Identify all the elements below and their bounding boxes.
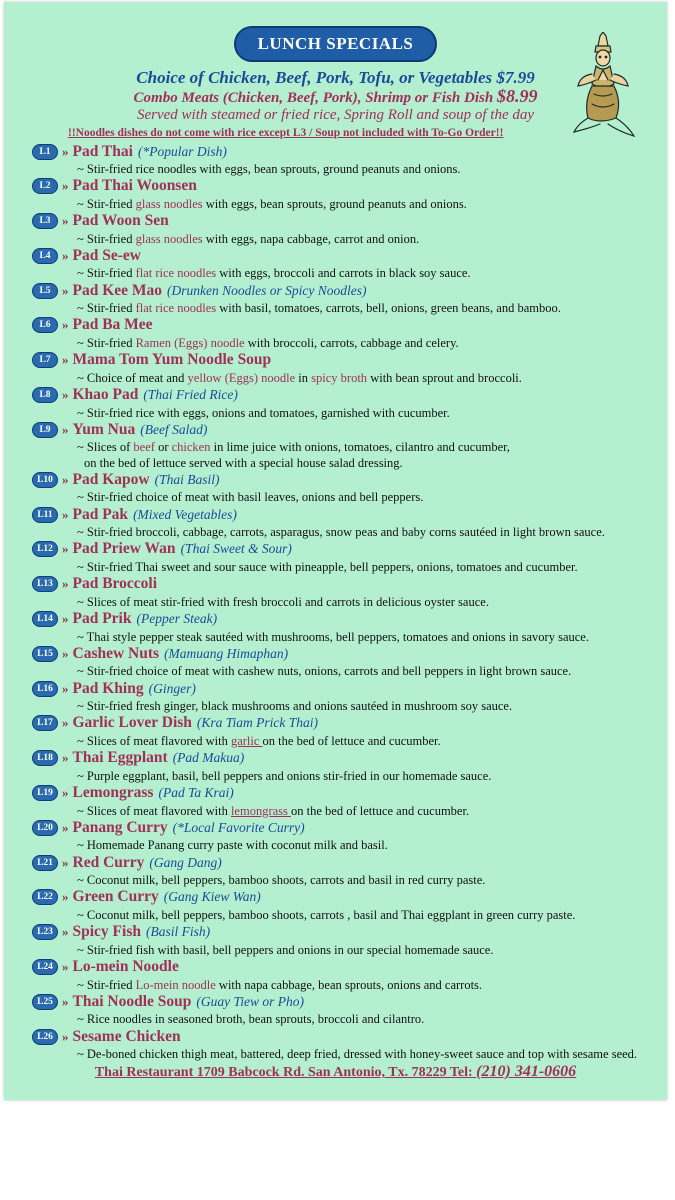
description-segment: ~ Stir-fried (77, 231, 136, 246)
item-name: Pad Woon Sen (72, 212, 169, 230)
item-name: Pad Prik (72, 610, 132, 628)
description-segment: ~ Homemade Panang curry paste with coconut milk and basil. (77, 838, 388, 853)
description-segment: ~ Purple eggplant, basil, bell peppers and onions stir-fried in our homemade sauce. (77, 768, 492, 783)
description-segment: chicken (171, 440, 211, 455)
menu-item (32, 610, 662, 645)
description-segment: ~ Stir-fried (77, 977, 136, 992)
item-code-badge: L21 (32, 855, 58, 871)
item-code-badge: L9 (32, 422, 58, 438)
description-segment: ~ Slices of meat flavored with (77, 733, 231, 748)
description-segment: ~ Stir-fried (77, 266, 136, 281)
menu-item (32, 540, 662, 575)
item-description (32, 301, 662, 316)
item-description (32, 908, 662, 923)
menu-item-title-row (32, 992, 662, 1011)
item-description (32, 734, 662, 749)
description-segment: ~ Stir-fried rice noodles with eggs, bean sprouts, ground peanuts and onions. (77, 162, 461, 176)
description-segment: ~ Stir-fried fish with basil, bell peppers and onions in our special homemade sauce. (77, 942, 494, 957)
item-description (32, 1012, 662, 1027)
item-code-badge: L3 (32, 213, 58, 229)
item-description (32, 560, 662, 575)
description-segment: Lo-mein noodle (135, 977, 216, 992)
item-description (32, 371, 662, 386)
menu-item (32, 818, 662, 853)
menu-item (32, 749, 662, 784)
description-segment: garlic (230, 733, 263, 748)
description-segment: ~ Slices of (77, 440, 134, 455)
menu-item (32, 281, 662, 316)
description-segment: ~ Rice noodles in seasoned broth, bean sprouts, broccoli and cilantro. (77, 1012, 425, 1027)
menu-items-list (32, 142, 662, 1062)
item-name: Spicy Fish (72, 923, 141, 941)
item-description (32, 978, 662, 993)
description-segment: ~ Choice of meat and (77, 370, 188, 385)
item-subtitle: (Mamuang Himaphan) (164, 645, 289, 661)
item-name: Pad Se-ew (72, 246, 141, 264)
menu-item-title-row (32, 420, 662, 439)
item-code-badge: L6 (32, 317, 58, 333)
menu-item (32, 420, 662, 470)
item-name: Green Curry (72, 888, 159, 906)
item-name: Pad Kee Mao (72, 281, 163, 299)
item-code-badge: L15 (32, 646, 58, 662)
double-chevron-icon: » (62, 611, 69, 627)
item-subtitle: (Pad Makua) (172, 750, 245, 766)
description-segment: with eggs, bean sprouts, ground peanuts and onions. (202, 196, 467, 211)
menu-item (32, 575, 662, 610)
item-name: Mama Tom Yum Noodle Soup (72, 351, 272, 369)
description-segment: in (295, 370, 312, 385)
item-name: Thai Noodle Soup (72, 992, 192, 1010)
menu-item-title-row (32, 958, 662, 977)
item-description (32, 197, 662, 212)
item-description (32, 406, 662, 421)
menu-item-title-row (32, 505, 662, 524)
menu-item (32, 644, 662, 679)
description-segment: with basil, tomatoes, carrots, bell, onions, green beans, and bamboo. (216, 301, 561, 316)
menu-item (32, 679, 662, 714)
item-code-badge: L7 (32, 352, 58, 368)
item-code-badge: L4 (32, 248, 58, 264)
item-subtitle: (Thai Basil) (154, 471, 220, 487)
item-subtitle: (Thai Sweet & Sour) (180, 541, 292, 557)
item-code-badge: L20 (32, 820, 58, 836)
description-segment: Ramen (Eggs) noodle (135, 335, 245, 350)
description-segment: with bean sprout and broccoli. (367, 370, 522, 385)
item-name: Thai Eggplant (72, 749, 168, 767)
description-segment: lemongrass (230, 803, 292, 818)
menu-item-title-row (32, 142, 662, 161)
noodle-warning: !!Noodles dishes do not come with rice except L3 / Soup not included with To-Go Order!! (68, 127, 504, 139)
double-chevron-icon: » (62, 785, 69, 801)
phone-number: (210) 341-0606 (476, 1063, 577, 1080)
double-chevron-icon: » (62, 959, 69, 975)
double-chevron-icon: » (62, 924, 69, 940)
double-chevron-icon: » (62, 889, 69, 905)
double-chevron-icon: » (62, 819, 69, 835)
double-chevron-icon: » (62, 387, 69, 403)
description-segment: flat rice noodles (135, 266, 217, 281)
menu-item (32, 992, 662, 1027)
item-description (32, 162, 662, 177)
item-code-badge: L13 (32, 576, 58, 592)
menu-item (32, 784, 662, 819)
menu-item-title-row (32, 784, 662, 803)
description-segment: yellow (Eggs) noodle (187, 370, 296, 385)
item-code-badge: L2 (32, 178, 58, 194)
item-subtitle: (Gang Kiew Wan) (163, 889, 261, 905)
double-chevron-icon: » (62, 576, 69, 592)
item-description (32, 873, 662, 888)
item-code-badge: L19 (32, 785, 58, 801)
item-subtitle: (Basil Fish) (145, 924, 211, 940)
item-name: Pad Thai Woonsen (72, 177, 197, 195)
item-subtitle: (*Local Favorite Curry) (172, 819, 305, 835)
item-description-continued: on the bed of lettuce served with a special house salad dressing. (84, 456, 403, 471)
menu-item (32, 386, 662, 421)
menu-item-title-row (32, 923, 662, 942)
item-name: Red Curry (72, 853, 145, 871)
menu-item (32, 714, 662, 749)
item-code-badge: L1 (32, 144, 58, 160)
item-code-badge: L14 (32, 611, 58, 627)
item-description (32, 525, 662, 540)
description-segment: on the bed of lettuce and cucumber. (262, 733, 441, 748)
description-segment: with broccoli, carrots, cabbage and celery. (244, 335, 459, 350)
item-description (32, 336, 662, 351)
menu-item-title-row (32, 212, 662, 231)
description-segment: ~ Stir-fried (77, 196, 136, 211)
item-name: Khao Pad (72, 386, 139, 404)
double-chevron-icon: » (62, 750, 69, 766)
menu-item (32, 888, 662, 923)
description-segment: flat rice noodles (135, 301, 217, 316)
item-subtitle: (Ginger) (148, 680, 196, 696)
item-name: Lemongrass (72, 784, 154, 802)
menu-item-title-row (32, 281, 662, 300)
item-name: Lo-mein Noodle (72, 958, 179, 976)
item-code-badge: L23 (32, 924, 58, 940)
description-segment: ~ Stir-fried (77, 335, 136, 350)
menu-item-title-row (32, 714, 662, 733)
item-name: Sesame Chicken (72, 1027, 181, 1045)
item-description (32, 1047, 662, 1062)
menu-page (4, 2, 667, 1100)
item-name: Yum Nua (72, 420, 136, 438)
item-subtitle: (Beef Salad) (140, 421, 208, 437)
item-subtitle: (Thai Fried Rice) (143, 387, 238, 403)
double-chevron-icon: » (62, 247, 69, 263)
menu-item (32, 1027, 662, 1062)
item-description (32, 769, 662, 784)
menu-header (4, 68, 667, 124)
description-segment: ~ Stir-fried choice of meat with cashew nuts, onions, carrots and bell peppers in light brown sauce. (77, 664, 572, 679)
description-segment: in lime juice with onions, tomatoes, cilantro and cucumber, (210, 440, 510, 455)
item-subtitle: (*Popular Dish) (137, 143, 227, 159)
description-segment: on the bed of lettuce and cucumber. (291, 803, 470, 818)
description-segment: ~ De-boned chicken thigh meat, battered, deep fried, dressed with honey-sweet sauce and top with sesame seed. (77, 1047, 638, 1062)
menu-item-title-row (32, 1027, 662, 1046)
double-chevron-icon: » (62, 178, 69, 194)
menu-item-title-row (32, 749, 662, 768)
item-subtitle: (Mixed Vegetables) (133, 506, 237, 522)
item-name: Pad Khing (72, 679, 144, 697)
description-segment: with eggs, broccoli and carrots in black soy sauce. (216, 266, 471, 281)
menu-item (32, 177, 662, 212)
item-subtitle: (Kra Tiam Prick Thai) (196, 715, 319, 731)
menu-item (32, 923, 662, 958)
item-name: Pad Priew Wan (72, 540, 176, 558)
item-code-badge: L5 (32, 283, 58, 299)
menu-item-title-row (32, 470, 662, 489)
double-chevron-icon: » (62, 471, 69, 487)
description-segment: ~ Coconut milk, bell peppers, bamboo shoots, carrots , basil and Thai eggplant in green curry paste. (77, 907, 576, 922)
menu-item (32, 853, 662, 888)
double-chevron-icon: » (62, 506, 69, 522)
menu-item-title-row (32, 540, 662, 559)
menu-item (32, 212, 662, 247)
item-description (32, 838, 662, 853)
description-segment: ~ Thai style pepper steak sautéed with mushrooms, bell peppers, tomatoes and onions in savory sauce. (77, 629, 589, 644)
item-description (32, 595, 662, 610)
item-code-badge: L8 (32, 387, 58, 403)
item-description (32, 699, 662, 714)
double-chevron-icon: » (62, 143, 69, 159)
item-subtitle: (Gang Dang) (149, 854, 222, 870)
header-line-3: Served with steamed or fried rice, Spring Roll and soup of the day (136, 107, 535, 123)
description-segment: ~ Coconut milk, bell peppers, bamboo shoots, carrots and basil in red curry paste. (77, 873, 486, 888)
menu-item (32, 958, 662, 993)
item-code-badge: L11 (32, 507, 58, 523)
item-name: Panang Curry (72, 818, 168, 836)
double-chevron-icon: » (62, 421, 69, 437)
item-code-badge: L17 (32, 715, 58, 731)
menu-item (32, 246, 662, 281)
menu-item-title-row (32, 351, 662, 370)
double-chevron-icon: » (62, 993, 69, 1009)
description-segment: ~ Stir-fried choice of meat with basil leaves, onions and bell peppers. (77, 490, 424, 505)
description-segment: ~ Stir-fried Thai sweet and sour sauce with pineapple, bell peppers, onions, tomatoes and cucumber. (77, 559, 578, 574)
description-segment: beef (133, 440, 155, 455)
item-name: Cashew Nuts (72, 644, 160, 662)
item-code-badge: L18 (32, 750, 58, 766)
item-name: Pad Ba Mee (72, 316, 153, 334)
item-subtitle: (Pad Ta Krai) (158, 785, 234, 801)
double-chevron-icon: » (62, 541, 69, 557)
item-code-badge: L25 (32, 994, 58, 1010)
description-segment: ~ Stir-fried rice with eggs, onions and tomatoes, garnished with cucumber. (77, 405, 450, 420)
item-code-badge: L16 (32, 681, 58, 697)
menu-item-title-row (32, 644, 662, 663)
menu-item-title-row (32, 316, 662, 335)
item-code-badge: L24 (32, 959, 58, 975)
menu-item (32, 505, 662, 540)
item-description (32, 232, 662, 247)
description-segment: with napa cabbage, bean sprouts, onions and carrots. (215, 977, 483, 992)
menu-item-title-row (32, 575, 662, 594)
description-segment: glass noodles (135, 196, 203, 211)
double-chevron-icon: » (62, 680, 69, 696)
menu-item-title-row (32, 853, 662, 872)
description-segment: with eggs, napa cabbage, carrot and onion. (202, 231, 420, 246)
description-segment: ~ Slices of meat stir-fried with fresh broccoli and carrots in delicious oyster sauce. (77, 594, 489, 609)
menu-item-title-row (32, 246, 662, 265)
lunch-specials-banner: LUNCH SPECIALS (234, 26, 438, 62)
item-name: Pad Kapow (72, 470, 150, 488)
menu-item (32, 351, 662, 386)
item-description (32, 440, 662, 455)
item-code-badge: L12 (32, 541, 58, 557)
header-line-1: Choice of Chicken, Beef, Pork, Tofu, or Vegetables $7.99 (136, 68, 535, 87)
item-name: Pad Broccoli (72, 575, 158, 593)
double-chevron-icon: » (62, 1028, 69, 1044)
menu-item (32, 316, 662, 351)
double-chevron-icon: » (62, 213, 69, 229)
description-segment: or (154, 440, 172, 455)
item-name: Pad Pak (72, 505, 129, 523)
menu-item-title-row (32, 386, 662, 405)
item-code-badge: L26 (32, 1029, 58, 1045)
double-chevron-icon: » (62, 352, 69, 368)
description-segment: spicy broth (311, 370, 368, 385)
menu-item-title-row (32, 679, 662, 698)
restaurant-footer: Thai Restaurant 1709 Babcock Rd. San Antonio, Tx. 78229 Tel: (210) 341-0606 (94, 1063, 577, 1080)
item-name: Pad Thai (72, 142, 133, 160)
description-segment: glass noodles (135, 231, 203, 246)
item-name: Garlic Lover Dish (72, 714, 192, 732)
item-code-badge: L22 (32, 889, 58, 905)
description-segment: ~ Stir-fried broccoli, cabbage, carrots, asparagus, snow peas and baby corns sautéed in light brown sauce. (77, 525, 605, 540)
menu-item (32, 142, 662, 177)
description-segment: ~ Stir-fried fresh ginger, black mushrooms and onions sautéed in mushroom soy sauce. (77, 699, 513, 714)
header-line-2: Combo Meats (Chicken, Beef, Pork), Shrimp or Fish Dish $8.99 (133, 86, 538, 106)
double-chevron-icon: » (62, 854, 69, 870)
item-description (32, 630, 662, 645)
item-description (32, 266, 662, 281)
double-chevron-icon: » (62, 645, 69, 661)
double-chevron-icon: » (62, 282, 69, 298)
item-description (32, 490, 662, 505)
description-segment: ~ Stir-fried (77, 301, 136, 316)
menu-item-title-row (32, 818, 662, 837)
double-chevron-icon: » (62, 317, 69, 333)
menu-item-title-row (32, 177, 662, 196)
item-description (32, 804, 662, 819)
menu-item (32, 470, 662, 505)
item-subtitle: (Guay Tiew or Pho) (196, 993, 305, 1009)
banner-wrap (4, 26, 667, 62)
double-chevron-icon: » (62, 715, 69, 731)
description-segment: ~ Slices of meat flavored with (77, 803, 231, 818)
item-subtitle: (Drunken Noodles or Spicy Noodles) (167, 282, 367, 298)
item-code-badge: L10 (32, 472, 58, 488)
menu-item-title-row (32, 610, 662, 629)
item-description (32, 943, 662, 958)
item-description (32, 664, 662, 679)
item-subtitle: (Pepper Steak) (136, 611, 218, 627)
menu-item-title-row (32, 888, 662, 907)
